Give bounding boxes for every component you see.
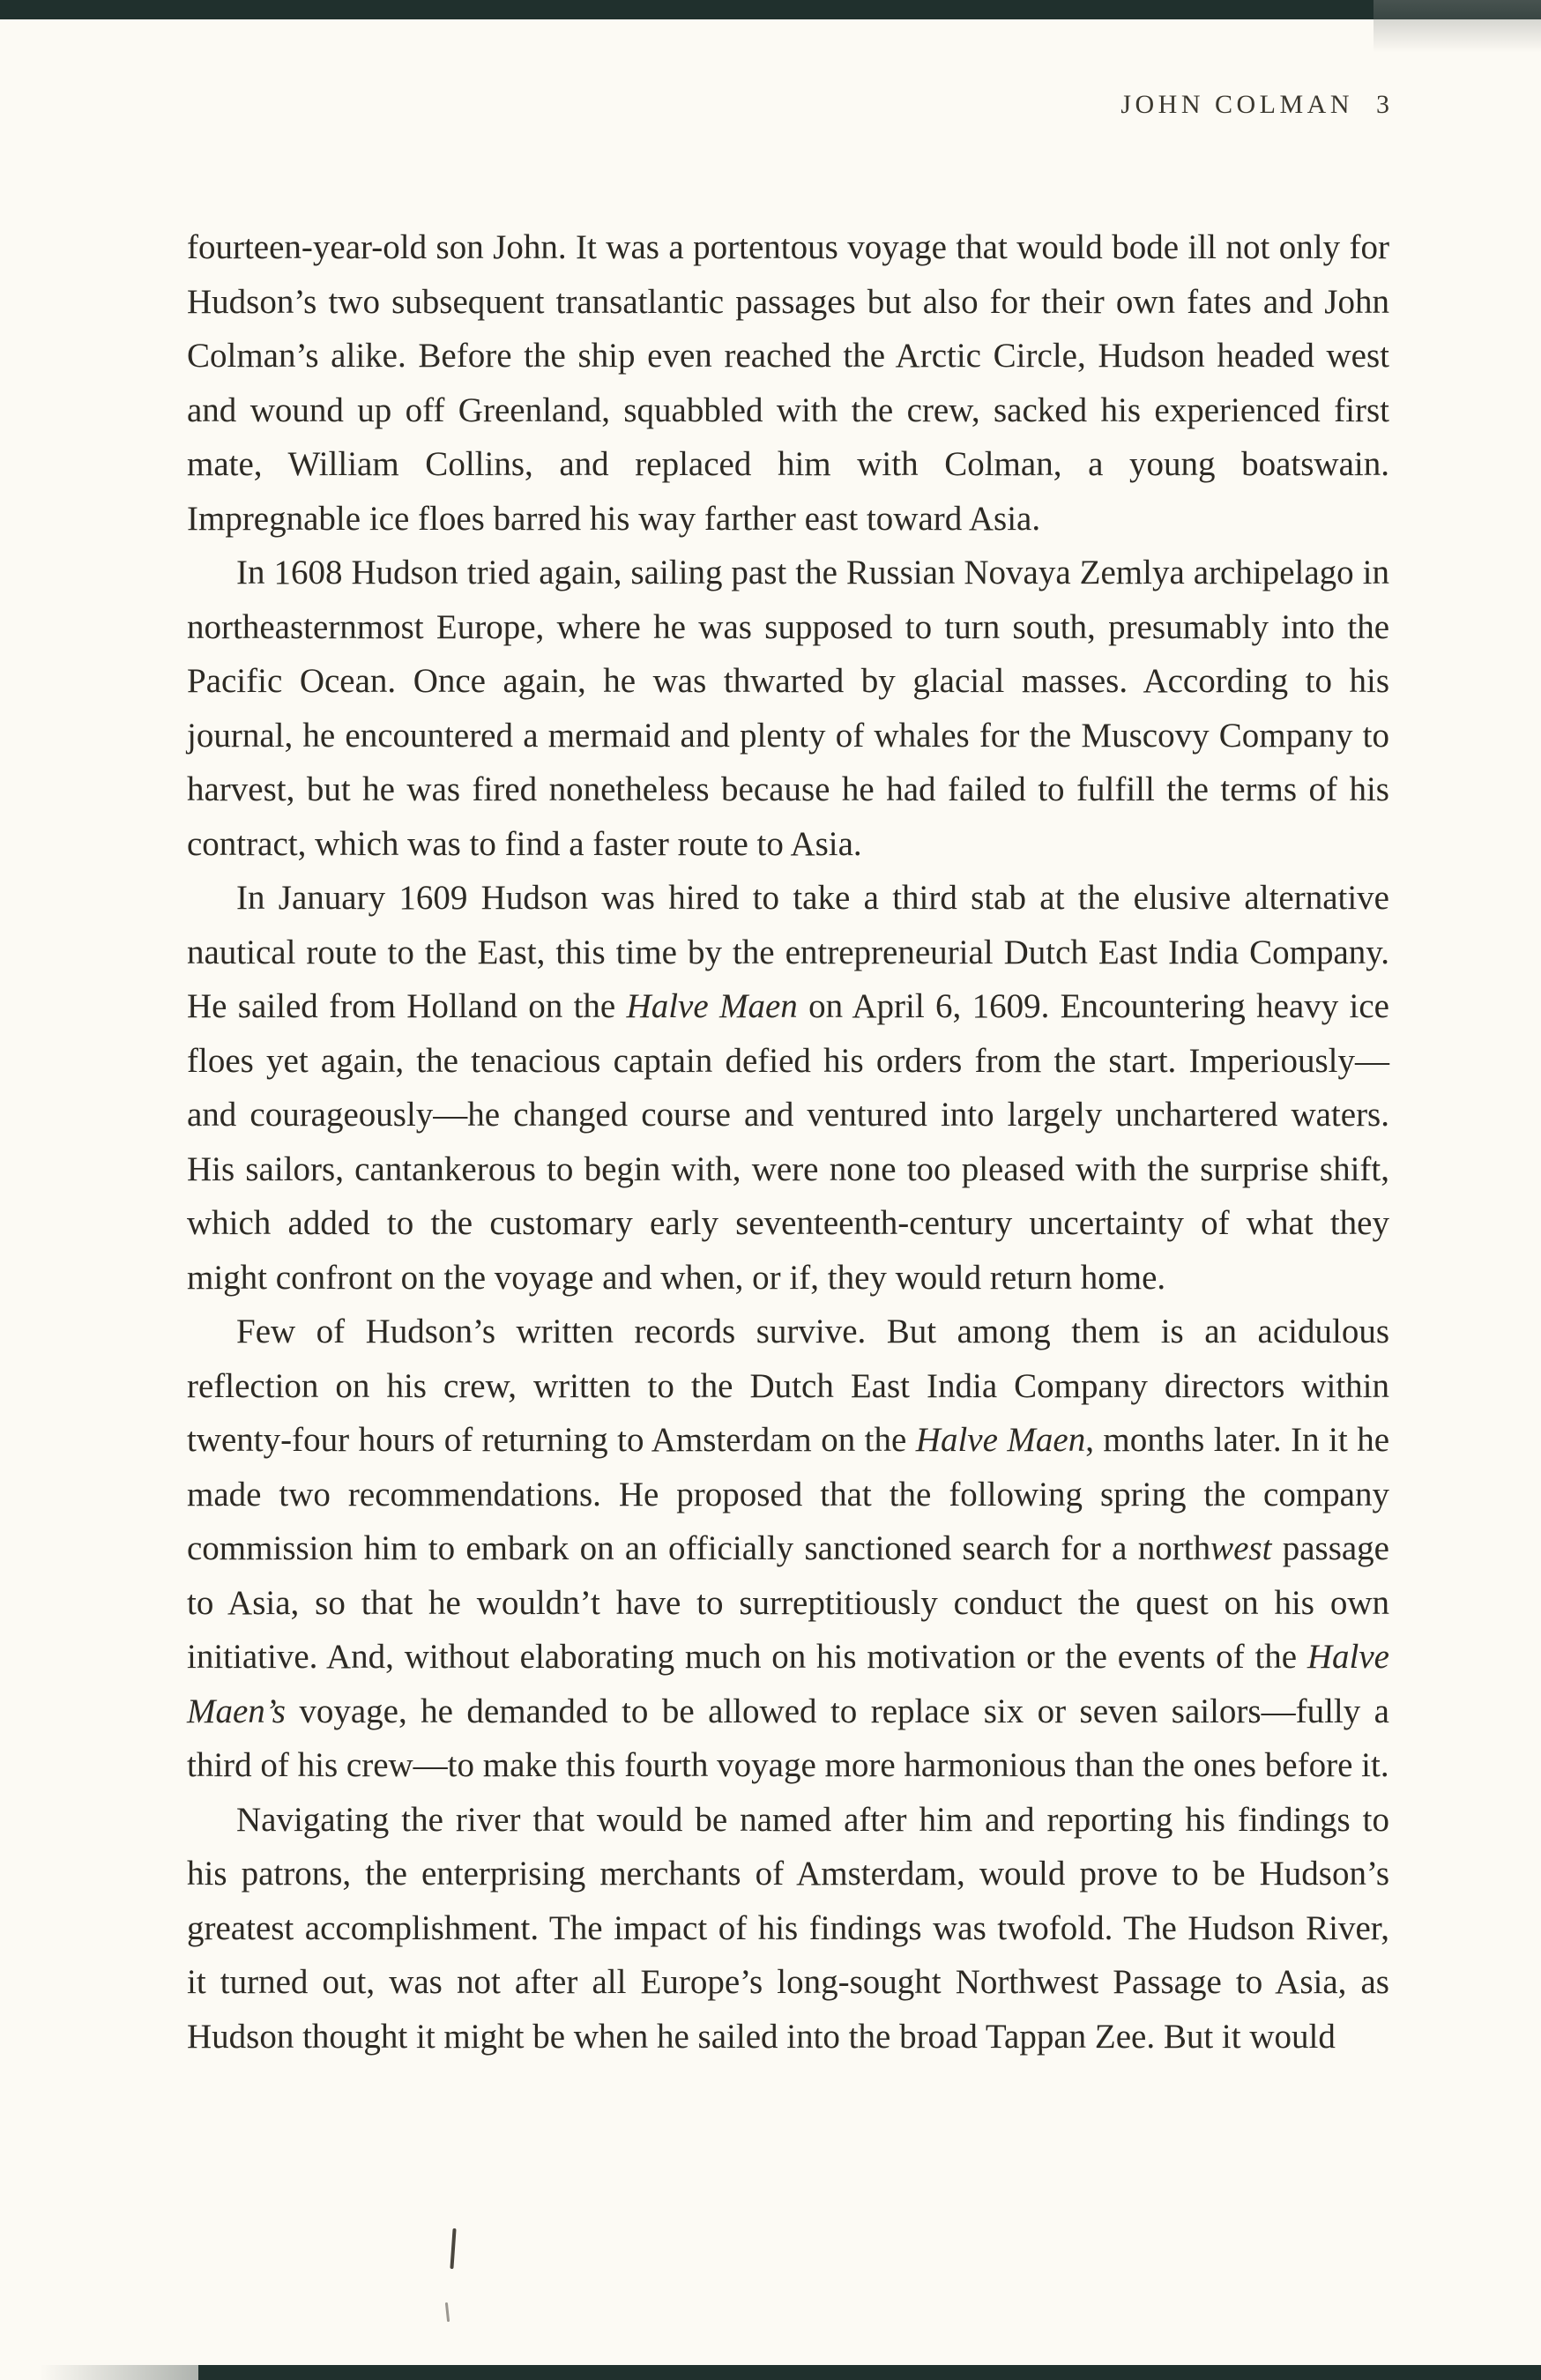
pen-mark-icon — [445, 2302, 450, 2322]
running-head-title: JOHN COLMAN — [1120, 90, 1353, 119]
paragraph-4 — [187, 1305, 1389, 1793]
italic-text: west — [1210, 1529, 1272, 1567]
body-text: In January 1609 Hudson was hired to take a third stab at the elusive alternative nautical route to the East, this time by the entrepreneurial Dutch East India Company. He sailed from Holland on the — [187, 879, 1389, 1025]
pen-mark-icon — [450, 2228, 456, 2269]
body-text-block — [187, 220, 1389, 2064]
scan-edge-bottom — [198, 2365, 1541, 2380]
running-header — [187, 90, 1389, 120]
body-text: Navigating the river that would be named after him and reporting his findings to his patrons, the enterprising merchants of Amsterdam, would prove to be Hudson’s greatest accomplishment. The impact of his findings was twofold. The Hudson River, it turned out, was not after all Europe’s long-sought Northwest Passage to Asia, as Hudson thought it might be when he sailed into the broad Tappan Zee. But it would — [187, 1800, 1389, 2056]
paragraph-5 — [187, 1793, 1389, 2064]
paragraph-2 — [187, 546, 1389, 871]
italic-text: Halve Maen — [915, 1421, 1086, 1459]
body-text: In 1608 Hudson tried again, sailing past the Russian Novaya Zemlya archipelago in northeasternmost Europe, where he was supposed to turn south, presumably into the Pacific Ocean. Once again, he was thwarted by glacial masses. According to his journal, he encountered a mermaid and plenty of whales for the Muscovy Company to harvest, but he was fired nonetheless because he had failed to fulfill the terms of his contract, which was to find a faster route to Asia. — [187, 554, 1389, 863]
italic-text: Halve Maen — [626, 987, 798, 1025]
paragraph-1 — [187, 220, 1389, 546]
body-text: , months later. In it he made two recommendations. He proposed that the following spring the company commission him to embark on an officially sanctioned search for a north — [187, 1421, 1390, 1567]
body-text: fourteen-year-old son John. It was a portentous voyage that would bode ill not only for Hudson’s two subsequent transatlantic passages but also for their own fates and John Colman’s alike. Before the ship even reached the Arctic Circle, Hudson headed west and wound up off Greenland, squabbled with the crew, sacked his experienced first mate, William Collins, and replaced him with Colman, a young boatswain. Impregnable ice floes barred his way farther east toward Asia. — [187, 228, 1389, 538]
scan-edge-top — [0, 0, 1541, 19]
body-text: Few of Hudson’s written records survive. But among them is an acidulous reflection on his crew, written to the Dutch East India Company directors within twenty-four hours of returning to Amsterdam on the — [187, 1313, 1389, 1459]
body-text: on April 6, 1609. Encountering heavy ice floes yet again, the tenacious captain defied his orders from the start. Imperiously—and courageously—he changed course and ventured into largely unchartered waters. His sailors, cantankerous to begin with, were none too pleased with the surprise shift, which added to the customary early seventeenth-century uncertainty of what they might confront on the voyage and when, or if, they would return home. — [187, 987, 1389, 1297]
body-text: passage to Asia, so that he wouldn’t have to surreptitiously conduct the quest on his own initiative. And, without elaborating much on his motivation or the events of the — [187, 1529, 1389, 1676]
page-number: 3 — [1376, 90, 1389, 119]
italic-text: Halve Maen’s — [187, 1638, 1389, 1730]
scan-shadow-top-right — [1374, 0, 1541, 53]
scan-edge-bottom-fade — [0, 2365, 198, 2380]
paragraph-3 — [187, 871, 1389, 1305]
body-text: voyage, he demanded to be allowed to replace six or seven sailors—fully a third of his crew—to make this fourth voyage more harmonious than the ones before it. — [187, 1692, 1389, 1784]
